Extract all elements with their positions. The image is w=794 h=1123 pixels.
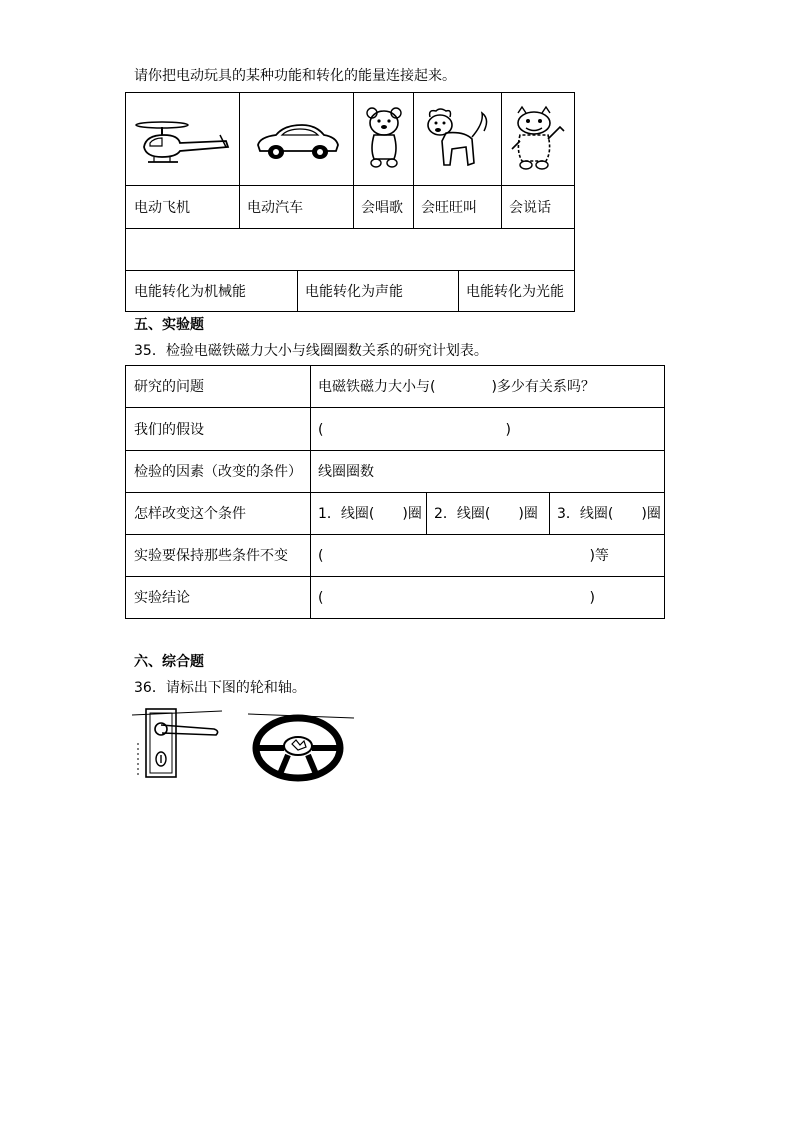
toy-label: 会唱歌 [361,200,403,216]
bear-icon [366,105,402,169]
col-divider [353,93,354,228]
col-divider [458,270,459,312]
row-value: 线圈圈数 [318,464,374,480]
row-label: 怎样改变这个条件 [134,506,246,522]
row-divider [126,185,574,186]
monster-icon [508,105,566,171]
intro-text: 请你把电动玩具的某种功能和转化的能量连接起来。 [134,68,456,84]
helicopter-icon [134,121,232,165]
row-divider [126,492,664,493]
toy-label: 电动汽车 [247,200,303,216]
row-divider [126,534,664,535]
row-divider [126,228,574,229]
col-divider [310,366,311,618]
row-label: 实验要保持那些条件不变 [134,548,288,564]
section-heading: 五、实验题 [134,317,204,333]
col-divider [549,492,550,534]
row-label: 我们的假设 [134,422,204,438]
door-handle-icon [132,707,224,781]
row-value: ( )等 [318,548,609,564]
option-cell: 1．线圈( )圈 [318,506,422,522]
energy-label: 电能转化为机械能 [134,284,246,300]
col-divider [239,93,240,228]
col-divider [297,270,298,312]
question-text: 36．请标出下图的轮和轴。 [134,680,306,696]
car-icon [256,121,340,163]
row-divider [126,576,664,577]
row-divider [126,407,664,408]
row-divider [126,270,574,271]
row-value: ( ) [318,422,511,438]
toy-label: 会旺旺叫 [421,200,477,216]
question-text: 35．检验电磁铁磁力大小与线圈圈数关系的研究计划表。 [134,343,488,359]
option-cell: 2．线圈( )圈 [434,506,538,522]
row-label: 研究的问题 [134,379,204,395]
row-label: 实验结论 [134,590,190,606]
steering-wheel-icon [248,710,356,782]
row-divider [126,450,664,451]
row-label: 检验的因素（改变的条件） [134,464,302,480]
col-divider [413,93,414,228]
dog-icon [424,107,490,171]
row-value: ( ) [318,590,595,606]
col-divider [501,93,502,228]
col-divider [426,492,427,534]
row-value: 电磁铁磁力大小与( )多少有关系吗？ [318,379,595,395]
energy-label: 电能转化为声能 [305,284,403,300]
toys-energy-table [125,92,575,312]
section-heading: 六、综合题 [134,654,204,670]
research-plan-table [125,365,665,619]
option-cell: 3．线圈( )圈 [557,506,661,522]
toy-label: 会说话 [509,200,551,216]
toy-label: 电动飞机 [134,200,190,216]
energy-label: 电能转化为光能 [466,284,564,300]
